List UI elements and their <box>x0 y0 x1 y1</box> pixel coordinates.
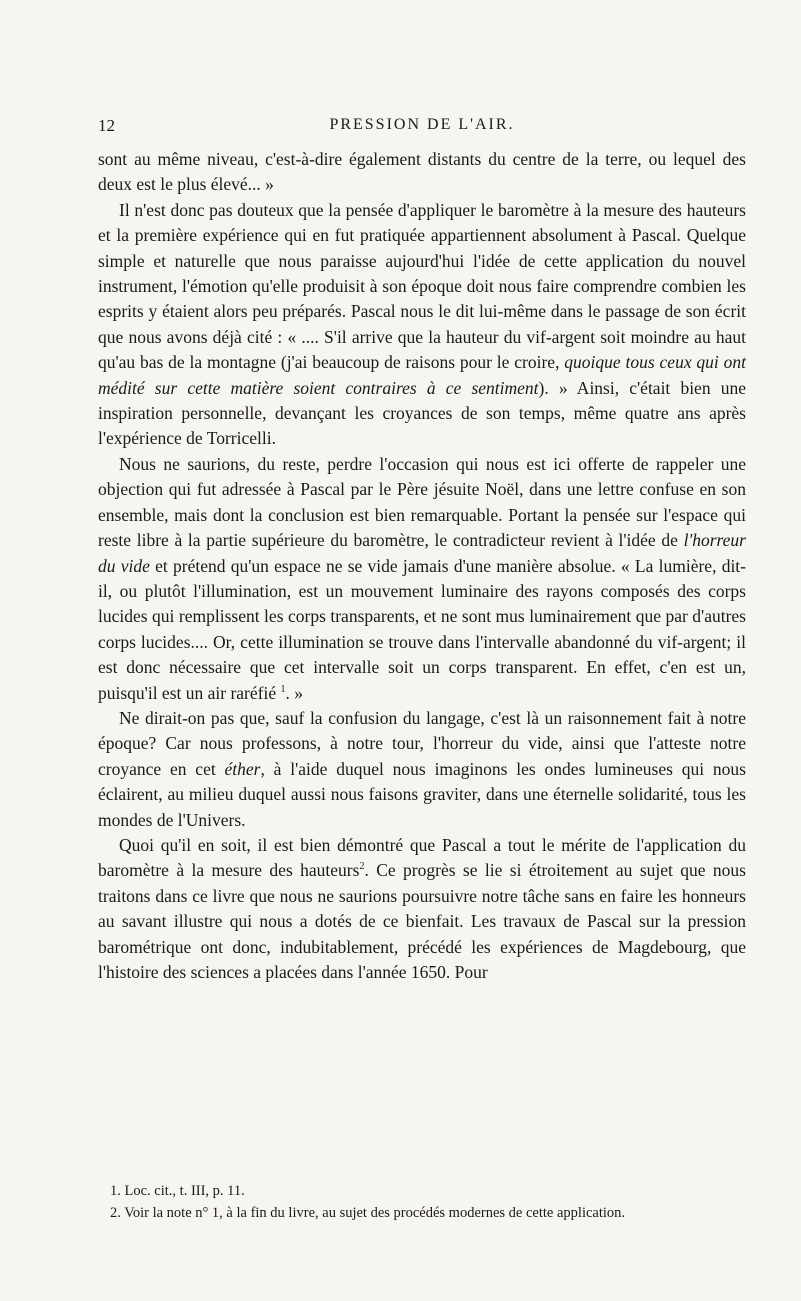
text-run: , à l'aide duquel nous imaginons les ondes lumineuses qui nous éclairent, au milieu duquel aussi nous faisons graviter, dans une éternelle solidarité, tous les mondes de l'Univers. <box>98 758 746 830</box>
paragraph-5 <box>98 833 746 985</box>
text-run: sont au même niveau, c'est-à-dire également distants du centre de la terre, ou lequel des deux est le plus élevé... » <box>98 149 746 195</box>
footnote-ref-1: 1 <box>280 683 286 695</box>
text-run: et prétend qu'un espace ne se vide jamais d'une manière absolue. « La lumière, dit-il, ou plutôt l'illumination, est un mouvement luminaire des rayons composés des corps lucides qui remplissent les corps transparents, et ne sont mus luminairement que par d'autres corps lucides.... Or, cette illumination se trouve dans l'intervalle abandonné du vif-argent; il est donc nécessaire que cet intervalle soit un corps transparent. En effet, c'en est un, puisqu'il est un air raréfié <box>98 555 746 703</box>
text-run: Il n'est donc pas douteux que la pensée d'appliquer le baromètre à la mesure des hauteurs et la première expérience qui en fut pratiquée appartiennent absolument à Pascal. Quelque simple et naturelle que nous paraisse aujourd'hui l'idée de cette application du nouvel instrument, l'émotion qu'elle produisit à son époque doit nous faire comprendre combien les esprits y étaient alors peu préparés. Pascal nous le dit lui-même dans le passage de son écrit que nous avons déjà cité : « .... S'il arrive que la hauteur du vif-argent soit moindre au haut qu'au bas de la montagne (j'ai beaucoup de raisons pour le croire, <box>98 199 746 373</box>
text-run: . » <box>285 682 303 703</box>
footnote-2: 2. Voir la note n° 1, à la fin du livre, au sujet des procédés modernes de cette application. <box>110 1205 626 1221</box>
paragraph-4 <box>98 706 746 833</box>
italic-term: éther <box>224 758 261 779</box>
paragraph-2 <box>98 198 746 452</box>
italic-quote: quoique tous ceux qui ont médité sur cette matière soient contraires à ce sentiment <box>98 352 746 398</box>
text-run: ). » Ainsi, c'était bien une inspiration personnelle, devançant les croyances de son temps, même quatre ans après l'expérience de Torricelli. <box>98 377 746 449</box>
footnote-ref-2: 2 <box>359 861 365 873</box>
footnote-1: 1. Loc. cit., t. III, p. 11. <box>110 1183 245 1199</box>
body-text <box>98 147 746 985</box>
footnotes <box>98 1180 746 1224</box>
running-title: PRESSION DE L'AIR. <box>329 116 515 133</box>
page-header <box>98 116 746 138</box>
paragraph-1 <box>98 147 746 198</box>
text-run: Nous ne saurions, du reste, perdre l'occasion qui nous est ici offerte de rappeler une objection qui fut adressée à Pascal par le Père jésuite Noël, dans une lettre confuse en son ensemble, mais dont la conclusion est bien remarquable. Portant la pensée sur l'espace qui reste libre à la partie supérieure du baromètre, le contradicteur revient à l'idée de <box>98 453 746 551</box>
text-run: Quoi qu'il en soit, il est bien démontré que Pascal a tout le mérite de l'application du baromètre à la mesure des hauteurs <box>98 834 746 881</box>
page-number: 12 <box>98 116 115 135</box>
italic-term: l'horreur du vide <box>98 530 746 576</box>
paragraph-3 <box>98 452 746 706</box>
text-run: . Ce progrès se lie si étroitement au sujet que nous traitons dans ce livre que nous ne saurions poursuivre notre tâche sans en faire les honneurs au savant illustre qui nous a dotés de ce bienfait. Les travaux de Pascal sur la pression barométrique ont donc, indubitablement, précédé les expériences de Magdebourg, que l'histoire des sciences a placées dans l'année 1650. Pour <box>98 860 746 982</box>
text-run: Ne dirait-on pas que, sauf la confusion du langage, c'est là un raisonnement fait à notre époque? Car nous professons, à notre tour, l'horreur du vide, ainsi que l'atteste notre croyance en cet <box>98 707 746 779</box>
